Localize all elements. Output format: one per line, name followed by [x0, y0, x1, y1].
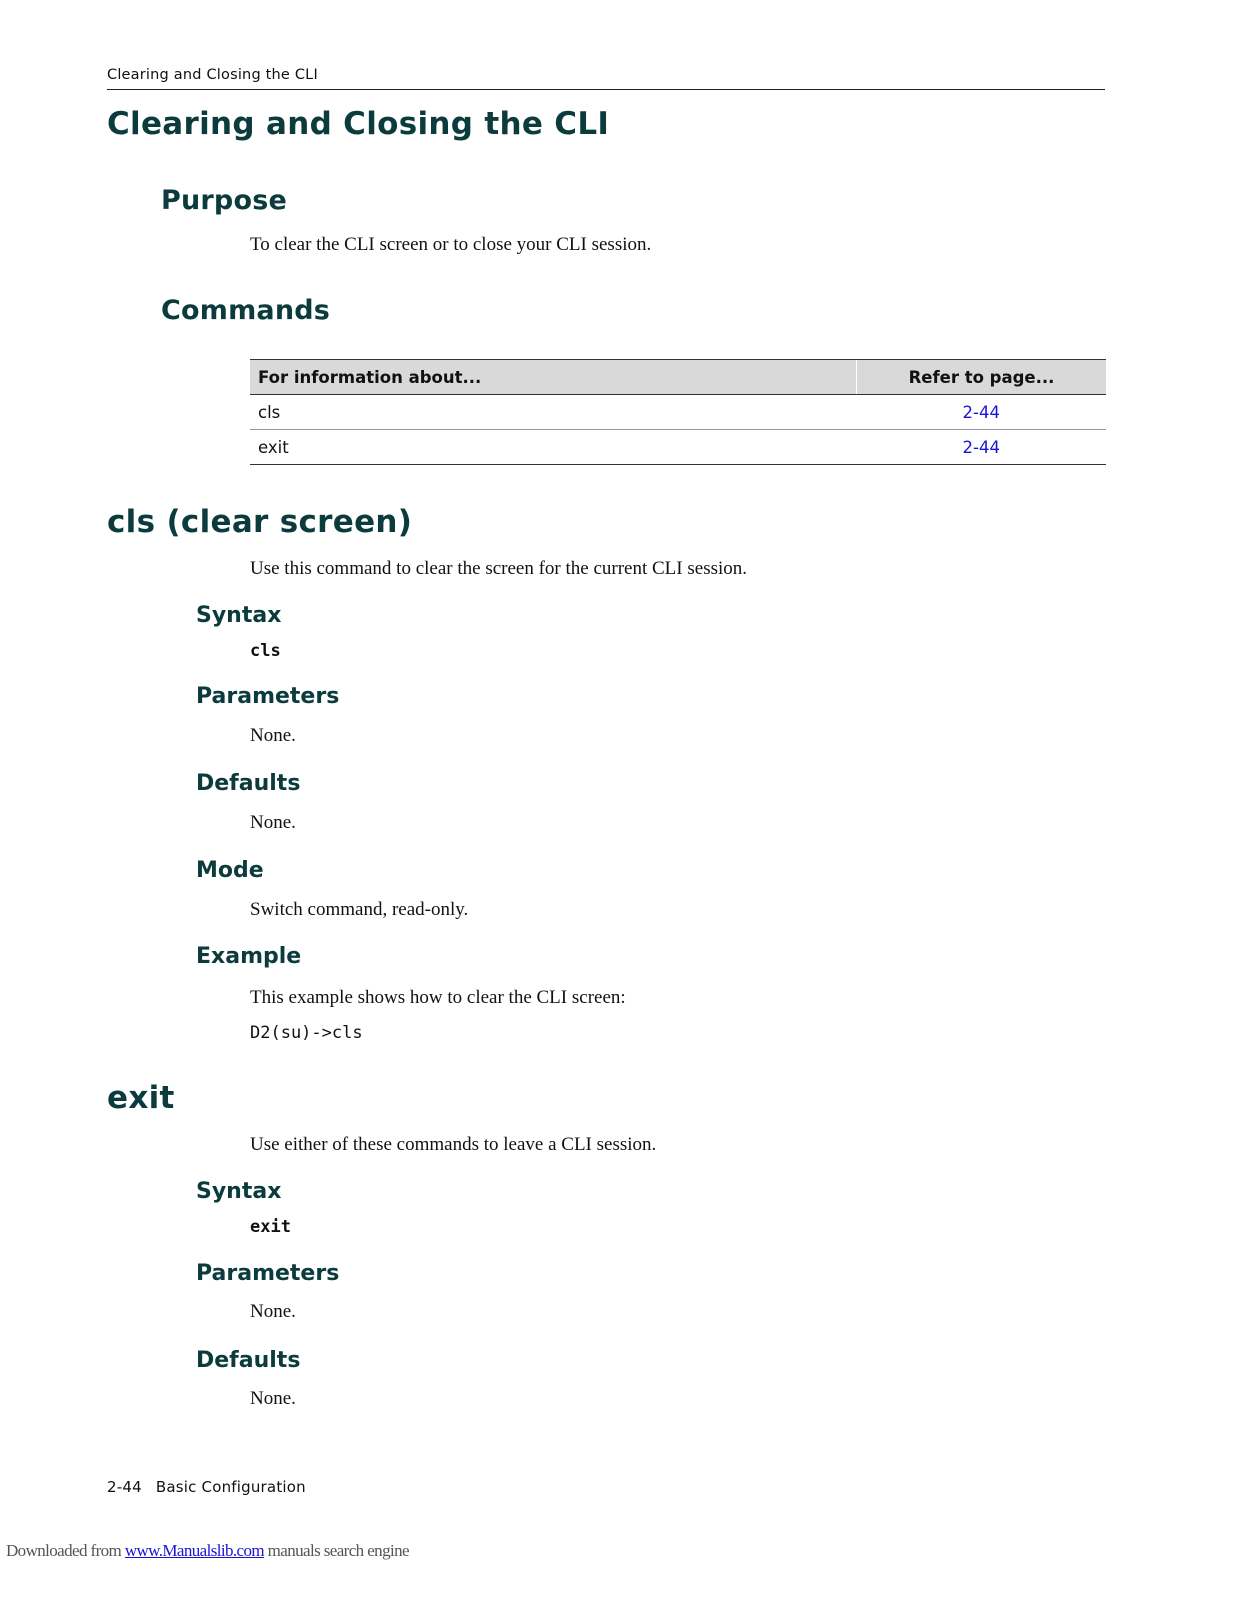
commands-table [250, 359, 1106, 465]
page-title: Clearing and Closing the CLI [107, 106, 610, 142]
table-row [250, 430, 1106, 465]
cls-parameters: None. [250, 725, 296, 746]
table-header-row [250, 360, 1106, 395]
table-row [250, 395, 1106, 430]
page-link-exit[interactable]: 2-44 [857, 430, 1107, 465]
running-header: Clearing and Closing the CLI [107, 67, 318, 83]
exit-defaults-heading: Defaults [196, 1348, 301, 1373]
footer-page-number: 2-44 [107, 1478, 142, 1496]
column-header-info: For information about... [250, 360, 857, 395]
cls-mode: Switch command, read-only. [250, 899, 469, 920]
exit-section-title: exit [107, 1080, 175, 1116]
exit-syntax-heading: Syntax [196, 1179, 282, 1204]
page-footer [107, 1478, 306, 1496]
exit-defaults: None. [250, 1388, 296, 1409]
purpose-heading: Purpose [161, 185, 287, 216]
download-suffix: manuals search engine [264, 1541, 409, 1560]
cls-syntax: cls [250, 641, 281, 661]
cls-example-heading: Example [196, 944, 302, 969]
purpose-text: To clear the CLI screen or to close your CLI session. [250, 234, 652, 255]
commands-heading: Commands [161, 295, 331, 326]
cls-parameters-heading: Parameters [196, 684, 340, 709]
cls-intro: Use this command to clear the screen for the current CLI session. [250, 558, 748, 579]
cls-example-text: This example shows how to clear the CLI screen: [250, 987, 626, 1008]
footer-chapter: Basic Configuration [155, 1478, 306, 1496]
header-rule [107, 89, 1105, 90]
cls-example-code: D2(su)->cls [250, 1023, 363, 1043]
commands-table-wrap [250, 359, 1106, 465]
download-banner [6, 1541, 409, 1561]
cls-section-title: cls (clear screen) [107, 504, 413, 540]
download-prefix: Downloaded from [6, 1541, 125, 1560]
manualslib-link[interactable]: www.Manualslib.com [124, 1541, 265, 1560]
cls-defaults: None. [250, 812, 296, 833]
cls-defaults-heading: Defaults [196, 771, 301, 796]
exit-syntax: exit [250, 1217, 291, 1237]
cls-syntax-heading: Syntax [196, 603, 282, 628]
exit-intro: Use either of these commands to leave a CLI session. [250, 1134, 657, 1155]
column-header-page: Refer to page... [857, 360, 1107, 395]
exit-parameters: None. [250, 1301, 296, 1322]
page-link-cls[interactable]: 2-44 [857, 395, 1107, 430]
exit-parameters-heading: Parameters [196, 1261, 340, 1286]
row-item-cls: cls [250, 395, 857, 430]
cls-mode-heading: Mode [196, 858, 264, 883]
row-item-exit: exit [250, 430, 857, 465]
